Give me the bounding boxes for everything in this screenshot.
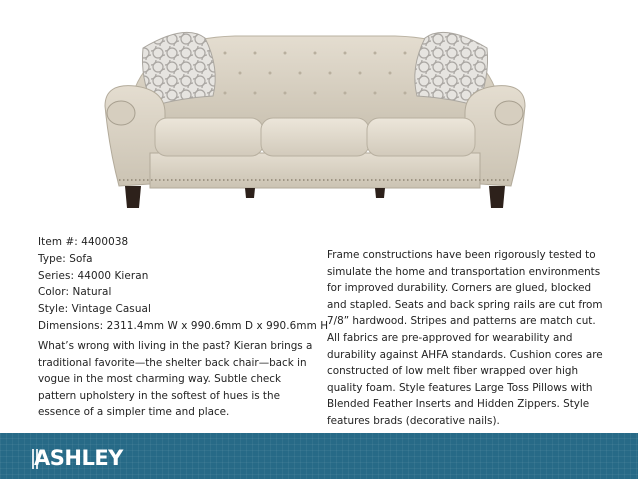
product-type: Type: Sofa (38, 252, 93, 265)
product-specs (38, 234, 329, 335)
product-description: What’s wrong with living in the past? Kieran brings a traditional favorite—the shelter back chair—back in vogue in the most charming way. Subtle check pattern upholstery in the softest of hues is the essence of a simpler time and place. (38, 340, 313, 419)
item-number: Item #: 4400038 (38, 236, 129, 248)
product-dimensions: Dimensions: 2311.4mm W x 990.6mm D x 990.6mm H (38, 319, 329, 332)
sofa-image (95, 18, 535, 218)
product-style: Style: Vintage Casual (38, 303, 151, 316)
brand-logo: ASHLEY (34, 446, 123, 470)
product-color: Color: Natural (38, 286, 112, 299)
construction-details: Frame constructions have been rigorously tested to simulate the home and transportation environments for improved durability. Corners are glued, blocked and stapled. Seats and back spring rails are cut from 7/8” hardwood. Stripes and patterns are match cut. All fabrics are pre-approved for wearability and durability against AHFA standards. Cushion cores are constructed of low melt fiber wrapped over high quality foam. Style features Large Toss Pillows with Blended Feather Inserts and Hidden Zippers. Style features brads (decorative nails). (327, 249, 603, 427)
product-series: Series: 44000 Kieran (38, 269, 149, 282)
